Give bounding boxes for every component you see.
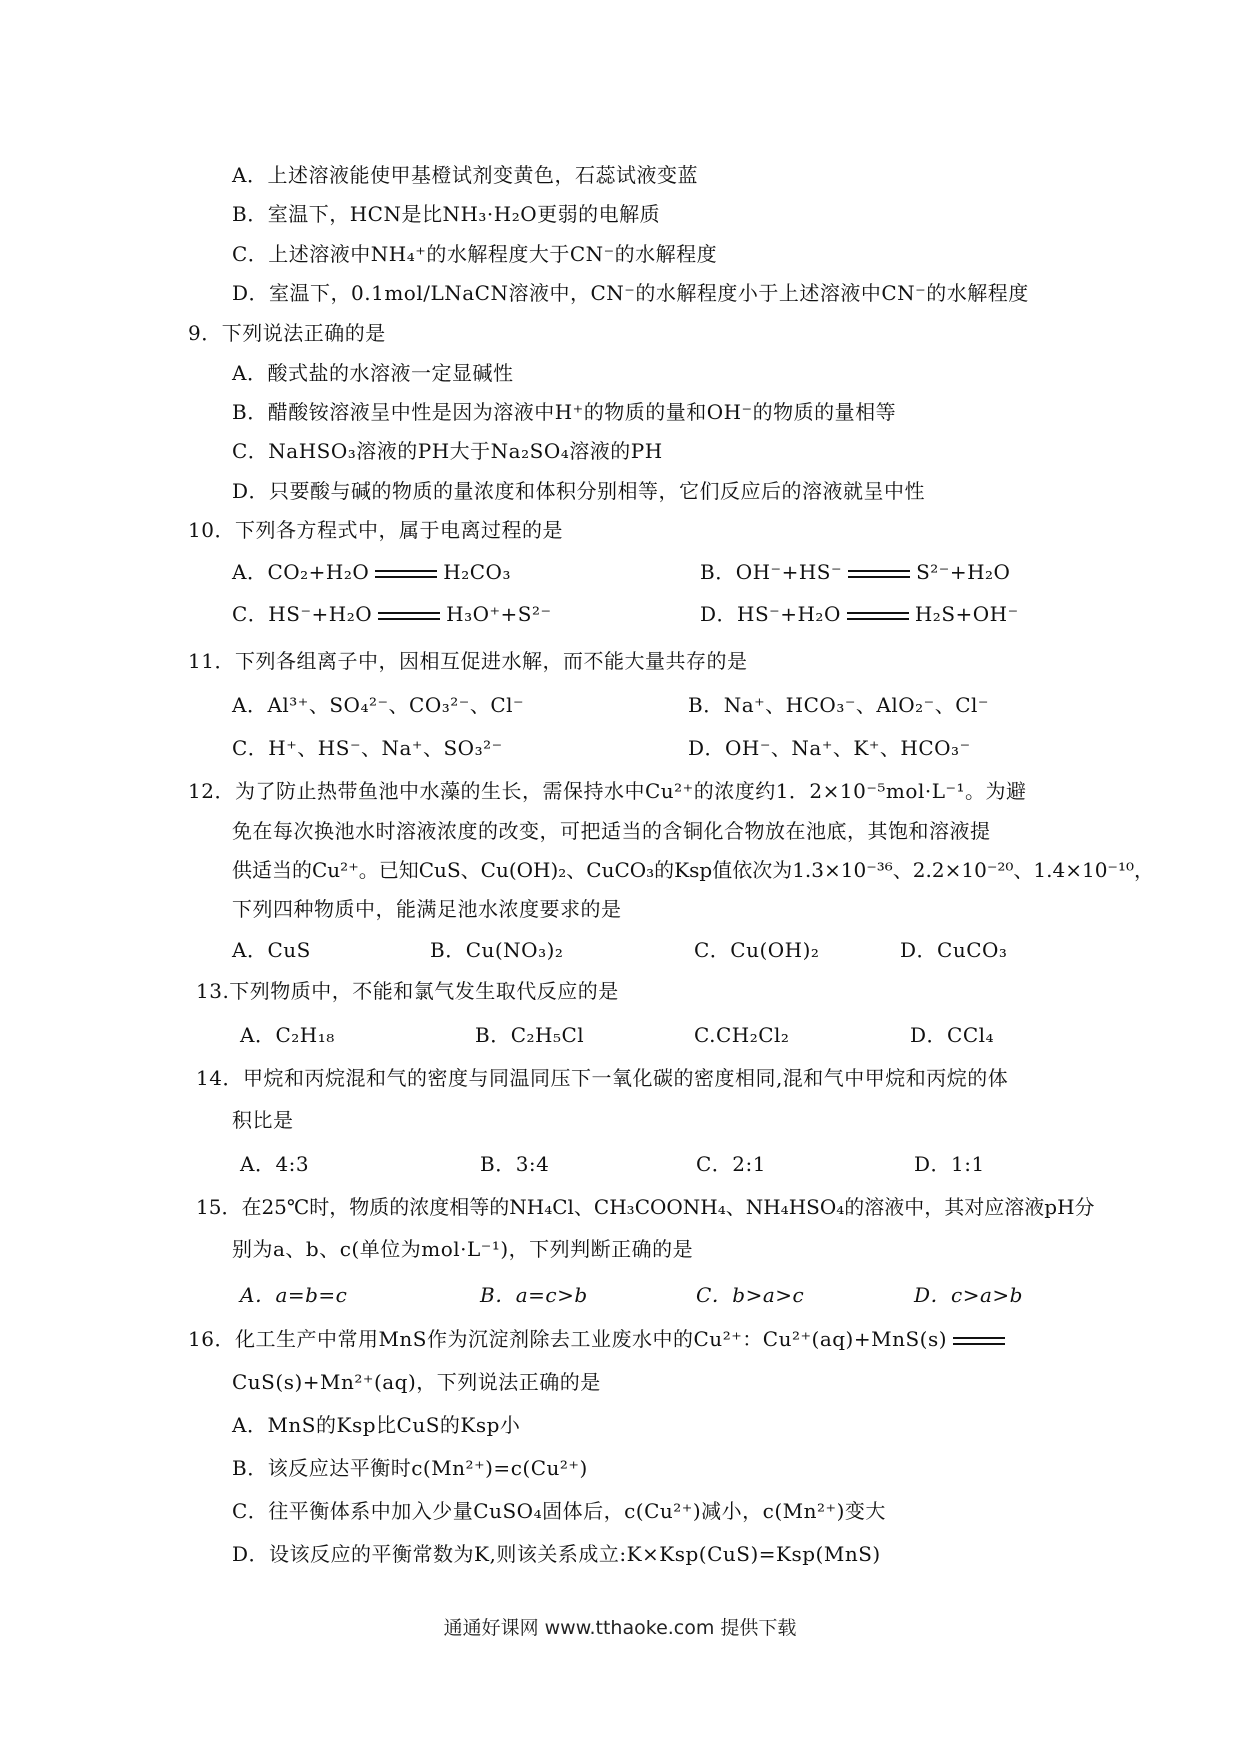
q8-option-b: B．室温下，HCN是比NH₃·H₂O更弱的电解质 bbox=[232, 202, 661, 226]
q16-stem-line1 bbox=[188, 1325, 1011, 1353]
q14-option-d: D．1:1 bbox=[914, 1152, 985, 1176]
q14-option-c: C．2:1 bbox=[696, 1152, 766, 1176]
equilibrium-arrow-icon bbox=[843, 609, 913, 623]
q10-stem: 10．下列各方程式中，属于电离过程的是 bbox=[188, 518, 563, 542]
q11-stem: 11．下列各组离子中，因相互促进水解，而不能大量共存的是 bbox=[188, 649, 748, 673]
q10-option-a bbox=[232, 558, 511, 586]
q12-stem-line1: 12．为了防止热带鱼池中水藻的生长，需保持水中Cu²⁺的浓度约1．2×10⁻⁵mol·L⁻¹。为避 bbox=[188, 779, 1027, 803]
q16-stem-text: 16．化工生产中常用MnS作为沉淀剂除去工业废水中的Cu²⁺：Cu²⁺(aq)+MnS(s) bbox=[188, 1327, 948, 1351]
q8-option-c: C．上述溶液中NH₄⁺的水解程度大于CN⁻的水解程度 bbox=[232, 242, 718, 266]
q12-stem-line3: 供适当的Cu²⁺。已知CuS、Cu(OH)₂、CuCO₃的Ksp值依次为1.3×10⁻³⁶、2.2×10⁻²⁰、1.4×10⁻¹⁰， bbox=[232, 858, 1155, 882]
q15-option-b: B．a=c>b bbox=[480, 1283, 588, 1307]
q12-stem-line2: 免在每次换池水时溶液浓度的改变，可把适当的含铜化合物放在池底，其饱和溶液提 bbox=[232, 819, 991, 843]
q10-c-left: C．HS⁻+H₂O bbox=[232, 602, 373, 626]
q16-option-d: D．设该反应的平衡常数为K,则该关系成立:K×Ksp(CuS)=Ksp(MnS) bbox=[232, 1542, 881, 1566]
q11-option-c: C．H⁺、HS⁻、Na⁺、SO₃²⁻ bbox=[232, 736, 503, 760]
q10-b-left: B．OH⁻+HS⁻ bbox=[700, 560, 843, 584]
q10-d-left: D．HS⁻+H₂O bbox=[700, 602, 841, 626]
q9-option-c: C．NaHSO₃溶液的PH大于Na₂SO₄溶液的PH bbox=[232, 439, 663, 463]
q10-c-right: H₃O⁺+S²⁻ bbox=[446, 602, 552, 626]
q12-option-b: B．Cu(NO₃)₂ bbox=[430, 938, 564, 962]
q15-option-a: A．a=b=c bbox=[240, 1283, 348, 1307]
q8-option-d: D．室温下，0.1mol/LNaCN溶液中，CN⁻的水解程度小于上述溶液中CN⁻的水解程度 bbox=[232, 281, 1029, 305]
q16-option-b: B．该反应达平衡时c(Mn²⁺)=c(Cu²⁺) bbox=[232, 1456, 588, 1480]
q13-option-a: A．C₂H₁₈ bbox=[240, 1023, 335, 1047]
q15-option-d: D．c>a>b bbox=[914, 1283, 1023, 1307]
q10-option-d bbox=[700, 600, 1019, 628]
q14-option-a: A．4:3 bbox=[240, 1152, 310, 1176]
q11-option-b: B．Na⁺、HCO₃⁻、AlO₂⁻、Cl⁻ bbox=[688, 693, 989, 717]
q12-option-c: C．Cu(OH)₂ bbox=[694, 938, 820, 962]
q15-stem-line1: 15．在25℃时，物质的浓度相等的NH₄Cl、CH₃COONH₄、NH₄HSO₄的溶液中，其对应溶液pH分 bbox=[196, 1195, 1095, 1219]
q9-option-a: A．酸式盐的水溶液一定显碱性 bbox=[232, 361, 514, 385]
q12-stem-line4: 下列四种物质中，能满足池水浓度要求的是 bbox=[232, 897, 622, 921]
q13-option-c: C.CH₂Cl₂ bbox=[694, 1023, 790, 1047]
q10-b-right: S²⁻+H₂O bbox=[916, 560, 1011, 584]
q13-option-d: D．CCl₄ bbox=[910, 1023, 995, 1047]
equilibrium-arrow-icon bbox=[371, 567, 441, 581]
q8-option-a: A．上述溶液能使甲基橙试剂变黄色，石蕊试液变蓝 bbox=[232, 163, 698, 187]
q10-d-right: H₂S+OH⁻ bbox=[914, 602, 1019, 626]
q12-option-a: A．CuS bbox=[232, 938, 311, 962]
q12-option-d: D．CuCO₃ bbox=[900, 938, 1008, 962]
q9-option-d: D．只要酸与碱的物质的量浓度和体积分别相等，它们反应后的溶液就呈中性 bbox=[232, 479, 926, 503]
equilibrium-arrow-icon bbox=[844, 567, 914, 581]
q14-stem-line1: 14．甲烷和丙烷混和气的密度与同温同压下一氧化碳的密度相同,混和气中甲烷和丙烷的体 bbox=[196, 1066, 1009, 1090]
q16-option-a: A．MnS的Ksp比CuS的Ksp小 bbox=[232, 1413, 521, 1437]
q14-stem-line2: 积比是 bbox=[232, 1108, 294, 1132]
q16-stem-line2: CuS(s)+Mn²⁺(aq)，下列说法正确的是 bbox=[232, 1370, 601, 1394]
q11-option-a: A．Al³⁺、SO₄²⁻、CO₃²⁻、Cl⁻ bbox=[232, 693, 525, 717]
q10-option-c bbox=[232, 600, 552, 628]
q15-option-c: C．b>a>c bbox=[696, 1283, 805, 1307]
page-footer: 通通好课网 www.tthaoke.com 提供下载 bbox=[443, 1617, 797, 1639]
equilibrium-arrow-icon bbox=[374, 609, 444, 623]
q13-option-b: B．C₂H₅Cl bbox=[475, 1023, 585, 1047]
q10-a-left: A．CO₂+H₂O bbox=[232, 560, 370, 584]
q11-option-d: D．OH⁻、Na⁺、K⁺、HCO₃⁻ bbox=[688, 736, 971, 760]
q10-a-right: H₂CO₃ bbox=[443, 560, 511, 584]
q9-option-b: B．醋酸铵溶液呈中性是因为溶液中H⁺的物质的量和OH⁻的物质的量相等 bbox=[232, 400, 897, 424]
q9-stem: 9．下列说法正确的是 bbox=[188, 321, 386, 345]
q16-option-c: C．往平衡体系中加入少量CuSO₄固体后，c(Cu²⁺)减小，c(Mn²⁺)变大 bbox=[232, 1499, 886, 1523]
q13-stem: 13.下列物质中，不能和氯气发生取代反应的是 bbox=[196, 979, 619, 1003]
q15-stem-line2: 别为a、b、c(单位为mol·L⁻¹)，下列判断正确的是 bbox=[232, 1237, 694, 1261]
equilibrium-arrow-icon bbox=[949, 1334, 1009, 1348]
q14-option-b: B．3:4 bbox=[480, 1152, 550, 1176]
q10-option-b bbox=[700, 558, 1010, 586]
